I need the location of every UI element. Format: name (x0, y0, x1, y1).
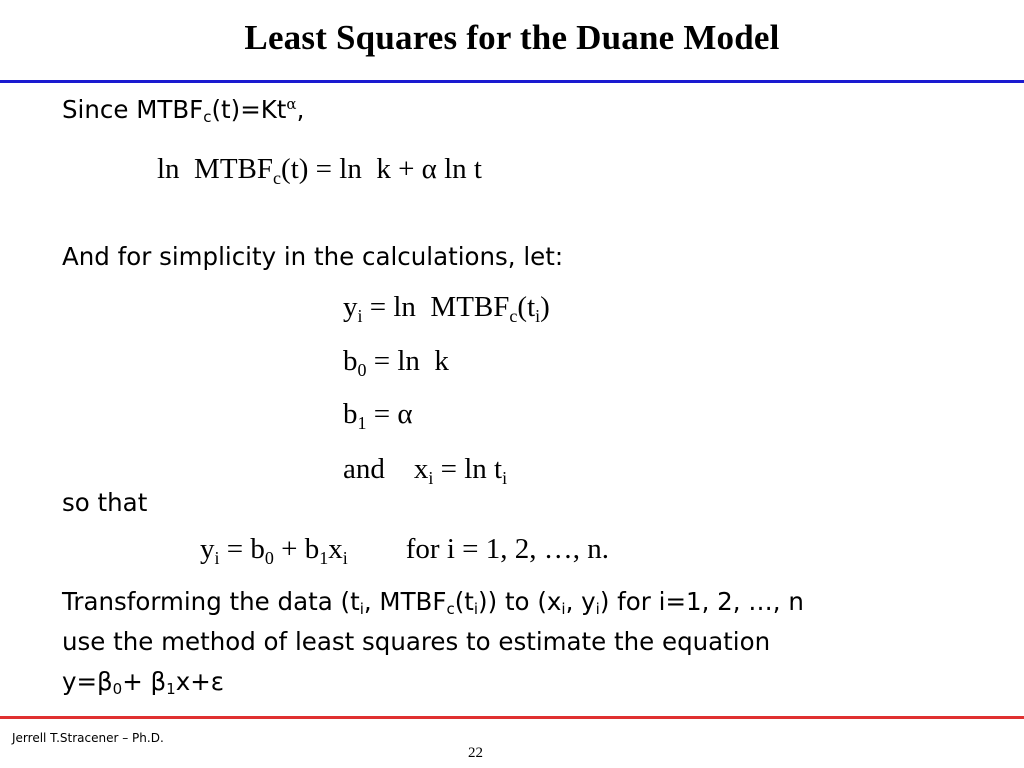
definition-x: and $x_i = \ln t_i$ (343, 453, 508, 488)
transform-line: Transforming the data ($t_i$, $MTBF_c(t_i)$) to ($x_i$, $y_i$) for i=1, 2, …, n (62, 587, 804, 618)
simplicity-line: And for simplicity in the calculations, let: (62, 242, 564, 271)
definition-b0: $b_0 = \ln k$ (343, 345, 449, 380)
least-squares-line: use the method of least squares to estimate the equation (62, 627, 771, 656)
equation-ln-mtbf: $\ln MTBF_c(t) = \ln k + \alpha$ ln t (157, 153, 482, 188)
so-that-line: so that (62, 488, 148, 517)
definition-y: $y_i = \ln$ $MTBF_c(t_i)$ (343, 291, 550, 326)
since-line: Since $MTBF_c(t)=Kt^\alpha$, (62, 95, 305, 126)
slide-title: Least Squares for the Duane Model (244, 18, 780, 57)
page-number: 22 (468, 745, 483, 761)
regression-model: $y_i = b_0 + b_1x_i$ for i = 1, 2, …, n. (200, 533, 609, 568)
definition-b1: $b_1 = \alpha$ (343, 398, 413, 433)
top-divider (0, 80, 1024, 83)
footer-author: Jerrell T.Stracener – Ph.D. (12, 731, 164, 745)
estimate-equation: $y=\beta_0+ \beta_1x+\varepsilon$ (62, 667, 224, 698)
bottom-divider (0, 716, 1024, 719)
